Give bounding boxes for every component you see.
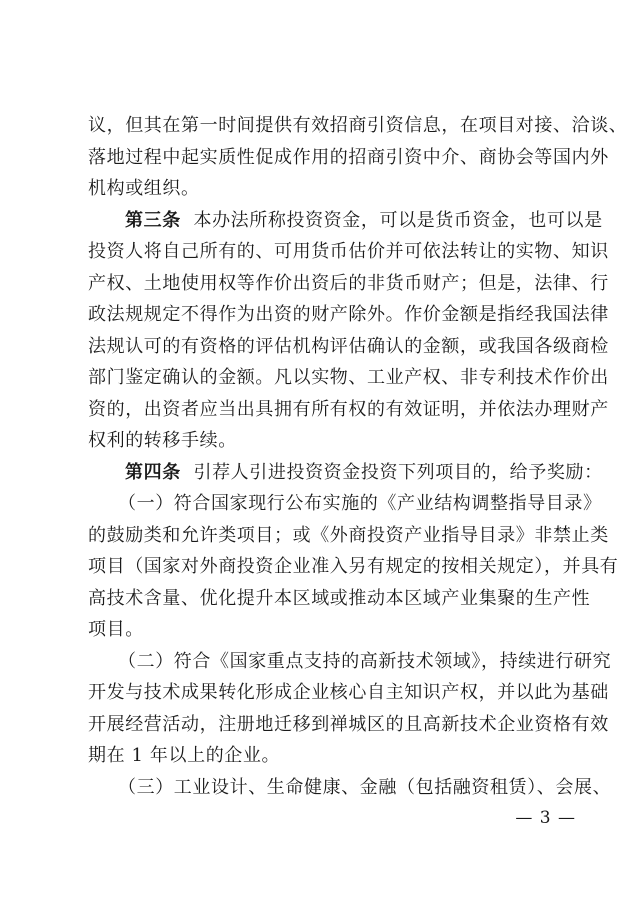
article-3-first-line [88, 205, 603, 237]
document-body [88, 110, 628, 803]
text-line: 产权、土地使用权等作价出资后的非货币财产；但是，法律、行 [88, 272, 609, 294]
text-line: 落地过程中起实质性促成作用的招商引资中介、商协会等国内外 [88, 146, 609, 168]
text-line: 机构或组织。 [88, 178, 200, 199]
text-line: 法规认可的有资格的评估机构评估确认的金额，或我国各级商检 [88, 335, 609, 357]
text-line: 期在 1 年以上的企业。 [88, 745, 281, 766]
text-line: 项目。 [88, 619, 144, 640]
text-line: （一）符合国家现行公布实施的《产业结构调整指导目录》 [118, 493, 602, 514]
page-number: — 3 — [515, 808, 576, 828]
text-line: 政法规规定不得作为出资的财产除外。作价金额是指经我国法律 [88, 304, 609, 325]
text-line: 高技术含量、优化提升本区域或推动本区域产业集聚的生产性 [88, 587, 591, 609]
text-line: 开发与技术成果转化形成企业核心自主知识产权，并以此为基础 [88, 682, 609, 703]
article-4-first-line [88, 457, 603, 489]
text-line: 议，但其在第一时间提供有效招商引资信息，在项目对接、洽谈、 [88, 115, 628, 136]
text-line: 部门鉴定确认的金额。凡以实物、工业产权、非专利技术作价出 [88, 367, 609, 388]
text-line: （三）工业设计、生命健康、金融（包括融资租赁）、会展、 [118, 776, 612, 798]
text-line: 开展经营活动，注册地迁移到禅城区的且高新技术企业资格有效 [88, 713, 609, 735]
article-4-heading: 第四条 [125, 461, 181, 483]
text-line: 资的，出资者应当出具拥有所有权的有效证明，并依法办理财产 [88, 398, 609, 420]
text-line: 引荐人引进投资资金投资下列项目的，给予奖励： [193, 461, 603, 483]
text-line: （二）符合《国家重点支持的高新技术领域》，持续进行研究 [118, 650, 612, 672]
article-3-heading: 第三条 [125, 209, 181, 231]
text-line: 权利的转移手续。 [88, 430, 237, 451]
text-line: 项目（国家对外商投资企业准入另有规定的按相关规定），并具有 [88, 556, 619, 577]
text-line: 本办法所称投资资金，可以是货币资金，也可以是 [193, 209, 603, 231]
text-line: 的鼓励类和允许类项目；或《外商投资产业指导目录》非禁止类 [88, 524, 609, 546]
text-line: 投资人将自己所有的、可用货币估价并可依法转让的实物、知识 [88, 241, 609, 262]
